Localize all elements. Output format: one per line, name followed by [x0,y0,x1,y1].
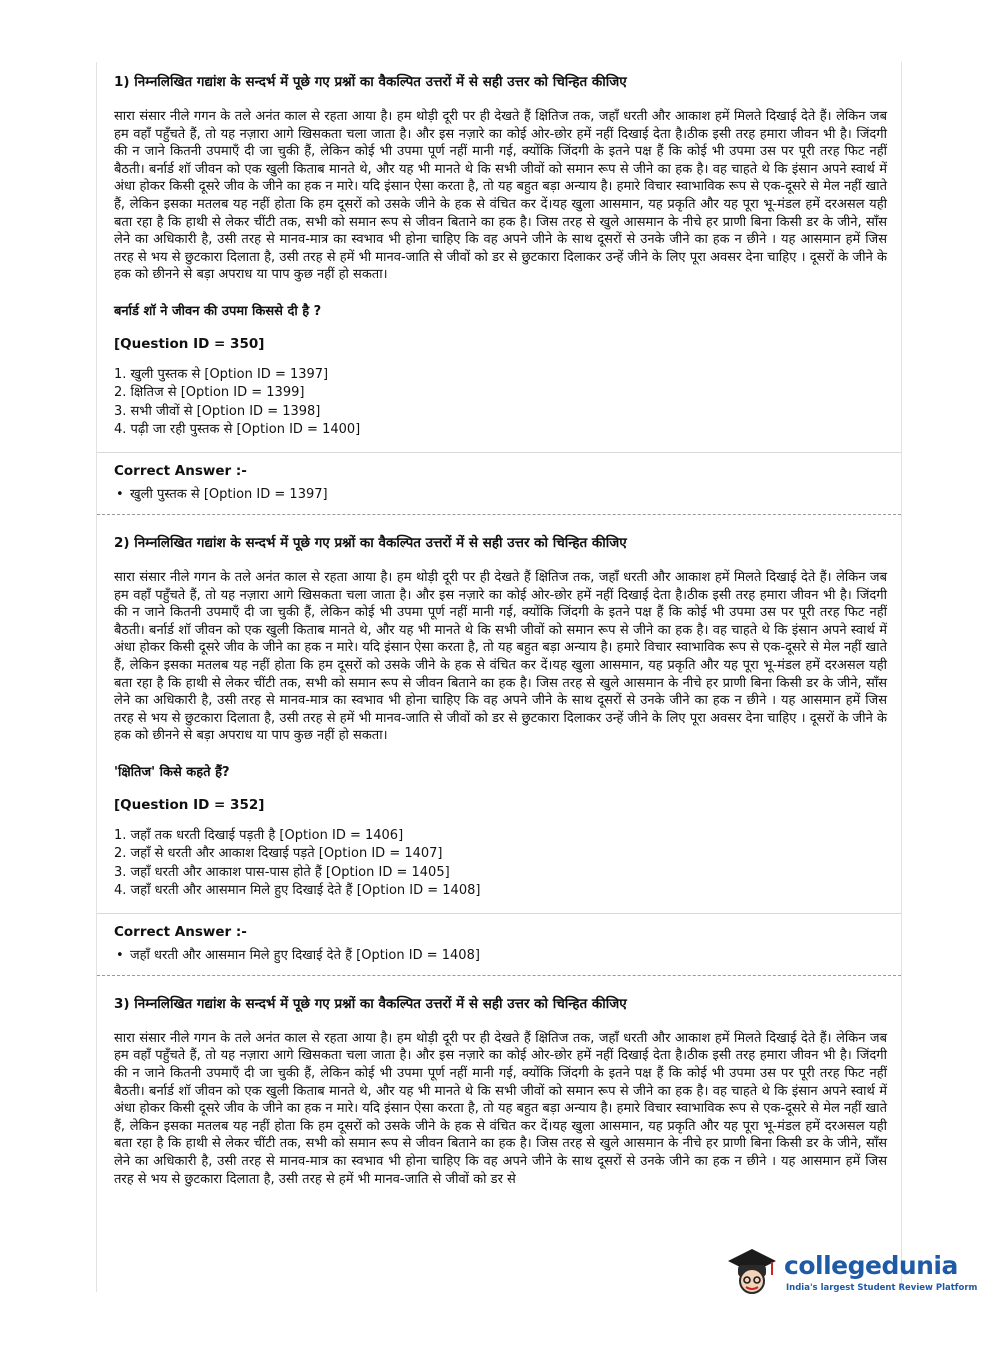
correct-answer: • खुली पुस्तक से [Option ID = 1397] [116,486,328,502]
correct-answer-section [97,913,901,963]
correct-answer-section [97,452,901,502]
logo-name: collegedunia [784,1251,958,1280]
passage-text: सारा संसार नीले गगन के तले अनंत काल से रहता आया है। हम थोड़ी दूरी पर ही देखते हैं क्षितिज तक, जहाँ धरती और आकाश हमें मिलते दिखाई देते हैं। लेकिन जब हम वहाँ पहुँचते हैं, तो यह नज़ारा आगे खिसकता चला जाता है। और इस नज़ारे का कोई ओर-छोर हमें नहीं दिखाई देता है।ठीक इसी तरह हमारा जीवन भी है। जिंदगी की न जाने कितनी उपमाएँ दी जा चुकी हैं, लेकिन कोई भी उपमा पूर्ण नहीं मानी गई, क्योंकि जिंदगी के इतने पक्ष हैं कि कोई भी उपमा उस पर पूरी तरह फिट नहीं बैठती। बर्नार्ड शॉ जीवन को एक खुली किताब मानते थे, और यह भी मानते थे कि सभी जीवों को समान रूप से जीने का हक है। वह चाहते थे कि इंसान अपने स्वार्थ में अंधा होकर किसी दूसरे जीव के जीने का हक न मारे। यदि इंसान ऐसा करता है, तो यह बहुत बड़ा अन्याय है। हमारे विचार स्वाभाविक रूप से एक-दूसरे से मेल नहीं खाते हैं, लेकिन इसका मतलब यह नहीं होता कि हम दूसरों को उसके जीने के हक से वंचित कर दें।यह खुला आसमान, यह प्रकृति और यह पूरा भू-मंडल हमें दरअसल यही बता रहा है कि हाथी से लेकर चींटी तक, सभी को समान रूप से जीवन बिताने का हक है। जिस तरह से खुले आसमान के नीचे हर प्राणी बिना किसी डर के जीने, साँस लेने का अधिकारी है, उसी तरह से मानव-मात्र का स्वभाव भी होना चाहिए कि वह अपने जीने के साथ दूसरों से उनके जीने का हक न छीने । यह आसमान हमें जिस तरह से भय से छुटकारा दिलाता है, उसी तरह से हमें भी मानव-जाति से जीवों को डर से छुटकारा दिलाकर उन्हें जीने के लिए पूरा अवसर देना चाहिए । दूसरों के जीने के हक को छीनने से बड़ा अपराध या पाप कुछ नहीं हो सकता। [114,109,887,283]
question-heading: 2) निम्नलिखित गद्यांश के सन्दर्भ में पूछे गए प्रश्नों का वैकल्पित उत्तरों में से सही उत्तर को चिन्हित कीजिए [114,534,627,551]
question-1 [97,72,901,440]
question-divider [97,514,901,515]
bullet-icon: • [116,486,124,502]
question-3 [97,994,901,1188]
option-2: 2. जहाँ से धरती और आकाश दिखाई पड़ते [Option ID = 1407] [114,846,443,862]
logo-tagline: India's largest Student Review Platform [786,1283,978,1293]
passage-text: सारा संसार नीले गगन के तले अनंत काल से रहता आया है। हम थोड़ी दूरी पर ही देखते हैं क्षितिज तक, जहाँ धरती और आकाश हमें मिलते दिखाई देते हैं। लेकिन जब हम वहाँ पहुँचते हैं, तो यह नज़ारा आगे खिसकता चला जाता है। और इस नज़ारे का कोई ओर-छोर हमें नहीं दिखाई देता है।ठीक इसी तरह हमारा जीवन भी है। जिंदगी की न जाने कितनी उपमाएँ दी जा चुकी हैं, लेकिन कोई भी उपमा पूर्ण नहीं मानी गई, क्योंकि जिंदगी के इतने पक्ष हैं कि कोई भी उपमा उस पर पूरी तरह फिट नहीं बैठती। बर्नार्ड शॉ जीवन को एक खुली किताब मानते थे, और यह भी मानते थे कि सभी जीवों को समान रूप से जीने का हक है। वह चाहते थे कि इंसान अपने स्वार्थ में अंधा होकर किसी दूसरे जीव के जीने का हक न मारे। यदि इंसान ऐसा करता है, तो यह बहुत बड़ा अन्याय है। हमारे विचार स्वाभाविक रूप से एक-दूसरे से मेल नहीं खाते हैं, लेकिन इसका मतलब यह नहीं होता कि हम दूसरों को उसके जीने के हक से वंचित कर दें।यह खुला आसमान, यह प्रकृति और यह पूरा भू-मंडल हमें दरअसल यही बता रहा है कि हाथी से लेकर चींटी तक, सभी को समान रूप से जीवन बिताने का हक है। जिस तरह से खुले आसमान के नीचे हर प्राणी बिना किसी डर के जीने, साँस लेने का अधिकारी है, उसी तरह से मानव-मात्र का स्वभाव भी होना चाहिए कि वह अपने जीने के साथ दूसरों से उनके जीने का हक न छीने । यह आसमान हमें जिस तरह से भय से छुटकारा दिलाता है, उसी तरह से हमें भी मानव-जाति से जीवों को डर से [114,1030,887,1187]
question-divider [97,975,901,976]
bullet-icon: • [116,947,124,963]
option-1: 1. खुली पुस्तक से [Option ID = 1397] [114,366,329,382]
question-heading: 3) निम्नलिखित गद्यांश के सन्दर्भ में पूछे गए प्रश्नों का वैकल्पित उत्तरों में से सही उत्तर को चिन्हित कीजिए [114,995,627,1012]
option-4: 4. पढ़ी जा रही पुस्तक से [Option ID = 1400] [114,422,361,438]
correct-answer-label: Correct Answer :- [114,923,247,940]
option-1: 1. जहाँ तक धरती दिखाई पड़ती है [Option ID = 1406] [114,827,404,843]
question-2 [97,533,901,901]
option-2: 2. क्षितिज से [Option ID = 1399] [114,385,305,401]
question-paper-page [96,62,902,1292]
collegedunia-logo [726,1243,978,1303]
options-list [114,366,887,440]
question-id: [Question ID = 352] [114,796,265,813]
options-list [114,827,887,901]
option-4: 4. जहाँ धरती और आसमान मिले हुए दिखाई देते हैं [Option ID = 1408] [114,883,481,899]
option-3: 3. जहाँ धरती और आकाश पास-पास होते हैं [Option ID = 1405] [114,864,450,880]
question-text: बर्नार्ड शॉ ने जीवन की उपमा किससे दी है ? [114,303,322,319]
question-text: 'क्षितिज' किसे कहते हैं? [114,764,230,780]
graduation-cap-logo-icon [726,1245,778,1297]
question-heading: 1) निम्नलिखित गद्यांश के सन्दर्भ में पूछे गए प्रश्नों का वैकल्पित उत्तरों में से सही उत्तर को चिन्हित कीजिए [114,74,627,90]
passage-text: सारा संसार नीले गगन के तले अनंत काल से रहता आया है। हम थोड़ी दूरी पर ही देखते हैं क्षितिज तक, जहाँ धरती और आकाश हमें मिलते दिखाई देते हैं। लेकिन जब हम वहाँ पहुँचते हैं, तो यह नज़ारा आगे खिसकता चला जाता है। और इस नज़ारे का कोई ओर-छोर हमें नहीं दिखाई देता है।ठीक इसी तरह हमारा जीवन भी है। जिंदगी की न जाने कितनी उपमाएँ दी जा चुकी हैं, लेकिन कोई भी उपमा पूर्ण नहीं मानी गई, क्योंकि जिंदगी के इतने पक्ष हैं कि कोई भी उपमा उस पर पूरी तरह फिट नहीं बैठती। बर्नार्ड शॉ जीवन को एक खुली किताब मानते थे, और यह भी मानते थे कि सभी जीवों को समान रूप से जीने का हक है। वह चाहते थे कि इंसान अपने स्वार्थ में अंधा होकर किसी दूसरे जीव के जीने का हक न मारे। यदि इंसान ऐसा करता है, तो यह बहुत बड़ा अन्याय है। हमारे विचार स्वाभाविक रूप से एक-दूसरे से मेल नहीं खाते हैं, लेकिन इसका मतलब यह नहीं होता कि हम दूसरों को उसके जीने के हक से वंचित कर दें।यह खुला आसमान, यह प्रकृति और यह पूरा भू-मंडल हमें दरअसल यही बता रहा है कि हाथी से लेकर चींटी तक, सभी को समान रूप से जीवन बिताने का हक है। जिस तरह से खुले आसमान के नीचे हर प्राणी बिना किसी डर के जीने, साँस लेने का अधिकारी है, उसी तरह से मानव-मात्र का स्वभाव भी होना चाहिए कि वह अपने जीने के साथ दूसरों से उनके जीने का हक न छीने । यह आसमान हमें जिस तरह से भय से छुटकारा दिलाता है, उसी तरह से हमें भी मानव-जाति से जीवों को डर से छुटकारा दिलाकर उन्हें जीने के लिए पूरा अवसर देना चाहिए । दूसरों के जीने के हक को छीनने से बड़ा अपराध या पाप कुछ नहीं हो सकता। [114,569,887,744]
correct-answer-label: Correct Answer :- [114,462,247,479]
correct-answer: • जहाँ धरती और आसमान मिले हुए दिखाई देते हैं [Option ID = 1408] [116,947,480,963]
question-id: [Question ID = 350] [114,335,265,352]
option-3: 3. सभी जीवों से [Option ID = 1398] [114,403,321,419]
